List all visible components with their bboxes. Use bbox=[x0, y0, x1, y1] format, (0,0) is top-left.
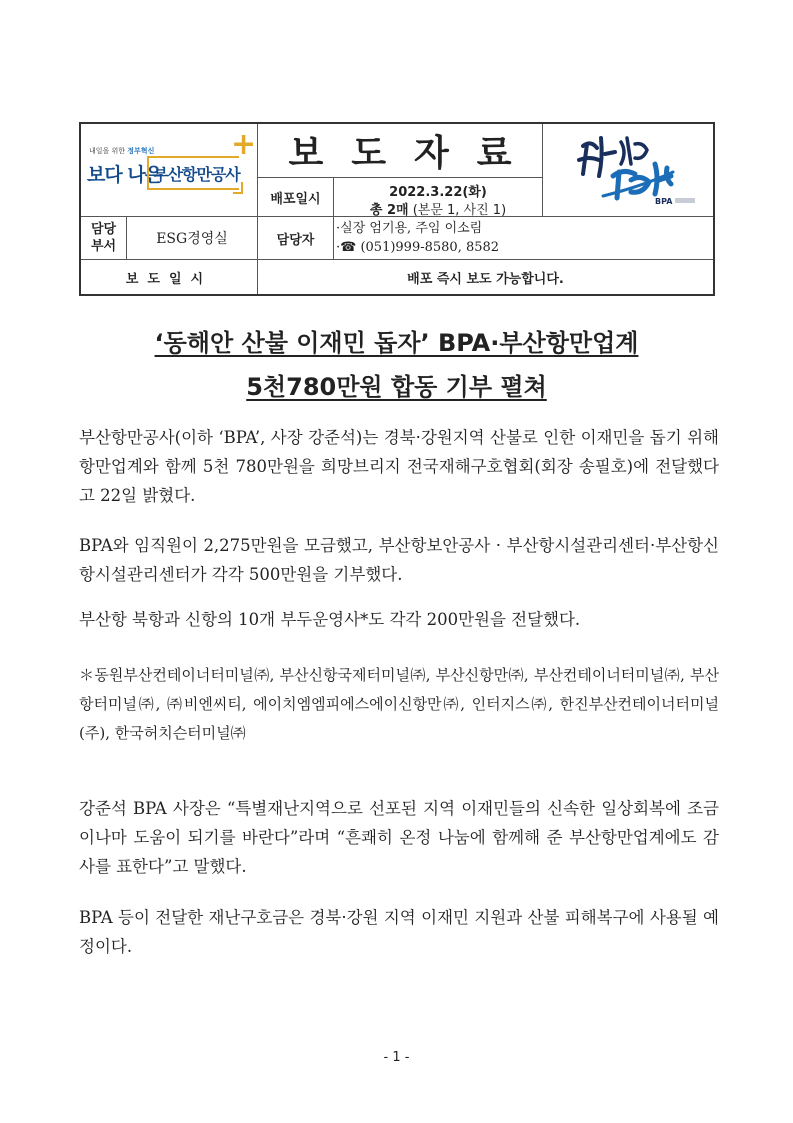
contact-phone: ·☎ (051)999-8580, 8582 bbox=[336, 240, 500, 255]
logo-tagline-prefix: 내일을 위한 bbox=[89, 147, 126, 155]
pages-detail: (본문 1, 사진 1) bbox=[412, 203, 507, 218]
brand-small-text: BPA bbox=[655, 197, 673, 206]
press-release-header-table bbox=[79, 122, 715, 296]
body-paragraph-1: 부산항만공사(이하 ‘BPA’, 사장 강준석)는 경북·강원지역 산불로 인한 이재민을 돕기 위해 항만업계와 함께 5천 780만원을 희망브리지 전국재해구호협회(회장 송필호)에 전달했다고 22일 밝혔다. bbox=[79, 428, 719, 505]
logo-slogan-word: 보다 나은 bbox=[87, 164, 163, 186]
body-paragraph-2: BPA와 임직원이 2,275만원을 모금했고, 부산항보안공사 · 부산항시설관리센터·부산항신항시설관리센터가 각각 500만원을 기부했다. bbox=[79, 536, 719, 584]
pages-total: 총 2매 bbox=[369, 203, 409, 218]
brush-calligraphy-image bbox=[543, 124, 713, 217]
page-number: - 1 - bbox=[383, 1050, 410, 1065]
logo-tagline-highlight: 정부혁신 bbox=[127, 147, 155, 155]
department-value: ESG경영실 bbox=[127, 217, 258, 260]
logo-tagline bbox=[89, 146, 154, 156]
contact-label: 담당자 bbox=[258, 217, 334, 260]
operator-footnote: ＊동원부산컨테이너터미널㈜, 부산신항국제터미널㈜, 부산신항만㈜, 부산컨테이너터미널㈜, 부산항터미널㈜, ㈜비엔씨티, 에이치엠엠피에스에이신항만㈜, 인터지스㈜, 한진부산컨테이너터미널(주), 한국허치슨터미널㈜ bbox=[79, 666, 719, 742]
body-paragraph-5: BPA 등이 전달한 재난구호금은 경북·강원 지역 이재민 지원과 산불 피해복구에 사용될 예정이다. bbox=[79, 908, 719, 956]
distribution-date: 2022.3.22(화) bbox=[389, 185, 487, 200]
contact-people: ·실장 엄기용, 주임 이소림 bbox=[336, 221, 483, 236]
release-time-value: 배포 즉시 보도 가능합니다. bbox=[407, 271, 564, 287]
headline-line-2: 5천780만원 합동 기부 펼쳐 bbox=[246, 373, 547, 401]
logo-org-name: 부산항만공사 bbox=[153, 165, 240, 184]
distribution-info bbox=[334, 178, 543, 217]
department-label: 담당 부서 bbox=[81, 217, 127, 260]
contact-info bbox=[334, 217, 713, 260]
body-paragraph-4: 강준석 BPA 사장은 “특별재난지역으로 선포된 지역 이재민들의 신속한 일상회복에 조금이나마 도움이 되기를 바란다”라며 “흔쾌히 온정 나눔에 함께해 준 부산항만업계에도 감사를 표한다”고 말했다. bbox=[79, 799, 719, 876]
doc-type-title: 보도자료 bbox=[258, 124, 543, 178]
logo-plus-icon: + bbox=[231, 127, 257, 162]
bpa-logo bbox=[81, 124, 258, 217]
logo-bracket-corner bbox=[233, 182, 243, 194]
distribution-label: 배포일시 bbox=[258, 178, 334, 217]
release-time-label: 보도일시 bbox=[81, 260, 258, 294]
page-count bbox=[334, 199, 542, 218]
headline-line-1: ‘동해안 산불 이재민 돕자’ BPA·부산항만업계 bbox=[154, 329, 639, 357]
body-paragraph-3: 부산항 북항과 신항의 10개 부두운영사*도 각각 200만원을 전달했다. bbox=[79, 610, 581, 629]
brand-slogan-logo bbox=[543, 124, 713, 217]
